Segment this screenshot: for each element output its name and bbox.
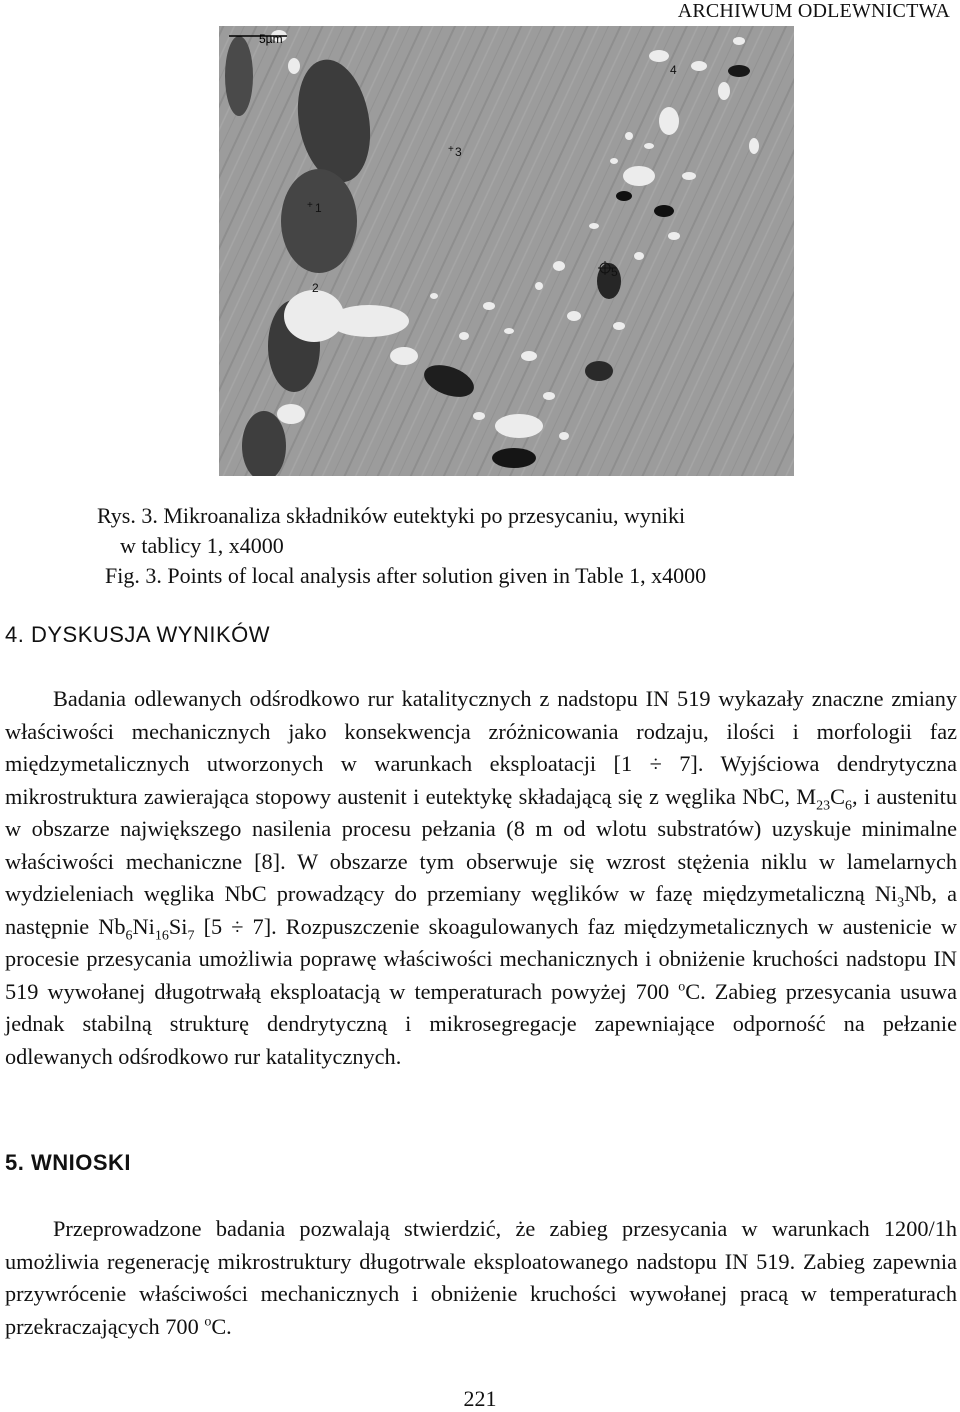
svg-text:+: + bbox=[307, 200, 313, 211]
figure-caption-pl: Rys. 3. Mikroanaliza składników eutektyki po przesycaniu, wyniki bbox=[97, 503, 686, 528]
point-label: 3 bbox=[455, 145, 462, 159]
point-label: 1 bbox=[315, 201, 322, 215]
point-label: 5 bbox=[611, 265, 618, 279]
figure-caption-pl-cont: w tablicy 1, x4000 bbox=[120, 533, 284, 558]
conclusions-paragraph: Przeprowadzone badania pozwalają stwierdzić, że zabieg przesycania w warunkach 1200/1h umożliwia regenerację mikrostruktury długotrwale eksploatowanego nadstopu IN 519. Zabieg zapewnia przywrócenie właściwości mechanicznych i obniżenie kruchości wywołanej pracą w temperaturach przekraczających 700 $^o$C. bbox=[5, 1216, 957, 1339]
discussion-paragraph: Badania odlewanych odśrodkowo rur katalitycznych z nadstopu IN 519 wykazały znaczne zmiany właściwości mechanicznych jako konsekwencja zróżnicowania rodzaju, ilości i morfologii faz międzymetalicznych utworzonych w warunkach eksploatacji [1 ÷ 7]. Wyjściowa dendrytyczna mikrostruktura zawierająca stopowy austenit i eutektykę składającą się z węglika NbC, $M_{23}C_6$, i austenitu w obszarze największego nasilenia procesu pełzania (8 m od wlotu substratów) uzyskuje minimalne właściwości mechaniczne [8]. W obszarze tym obserwuje się wzrost stężenia niklu w lamelarnych wydzieleniach węglika NbC prowadzący do przemiany węglików w fazę międzymetaliczną $Ni_3Nb$, a następnie $Nb_6Ni_{16}Si_7$ [5 ÷ 7]. Rozpuszczenie skoagulowanych faz międzymetalicznych w austenicie w procesie przesycania umożliwia poprawę właściwości mechanicznych i obniżenie kruchości nadstopu IN 519 wywołanej długotrwałą eksploatacją w temperaturach powyżej 700 $^o$C. Zabieg przesycania usuwa jednak stabilną strukturę dendrytyczną i mikrosegregacje zapewniające odporność na pełzanie odlewanych odśrodkowo rur katalitycznych. bbox=[5, 686, 957, 1069]
sem-micrograph bbox=[219, 26, 794, 476]
svg-text:+: + bbox=[448, 144, 454, 155]
section-heading-discussion: 4. DYSKUSJA WYNIKÓW bbox=[5, 622, 270, 647]
section-heading-conclusions: 5. WNIOSKI bbox=[5, 1150, 132, 1175]
point-label: 2 bbox=[312, 281, 319, 295]
point-label: 4 bbox=[670, 63, 677, 77]
page-number: 221 bbox=[463, 1386, 497, 1411]
running-head: ARCHIWUM ODLEWNICTWA bbox=[677, 0, 950, 22]
scale-label: 5µm bbox=[259, 32, 283, 46]
figure-caption-en: Fig. 3. Points of local analysis after solution given in Table 1, x4000 bbox=[105, 563, 707, 588]
